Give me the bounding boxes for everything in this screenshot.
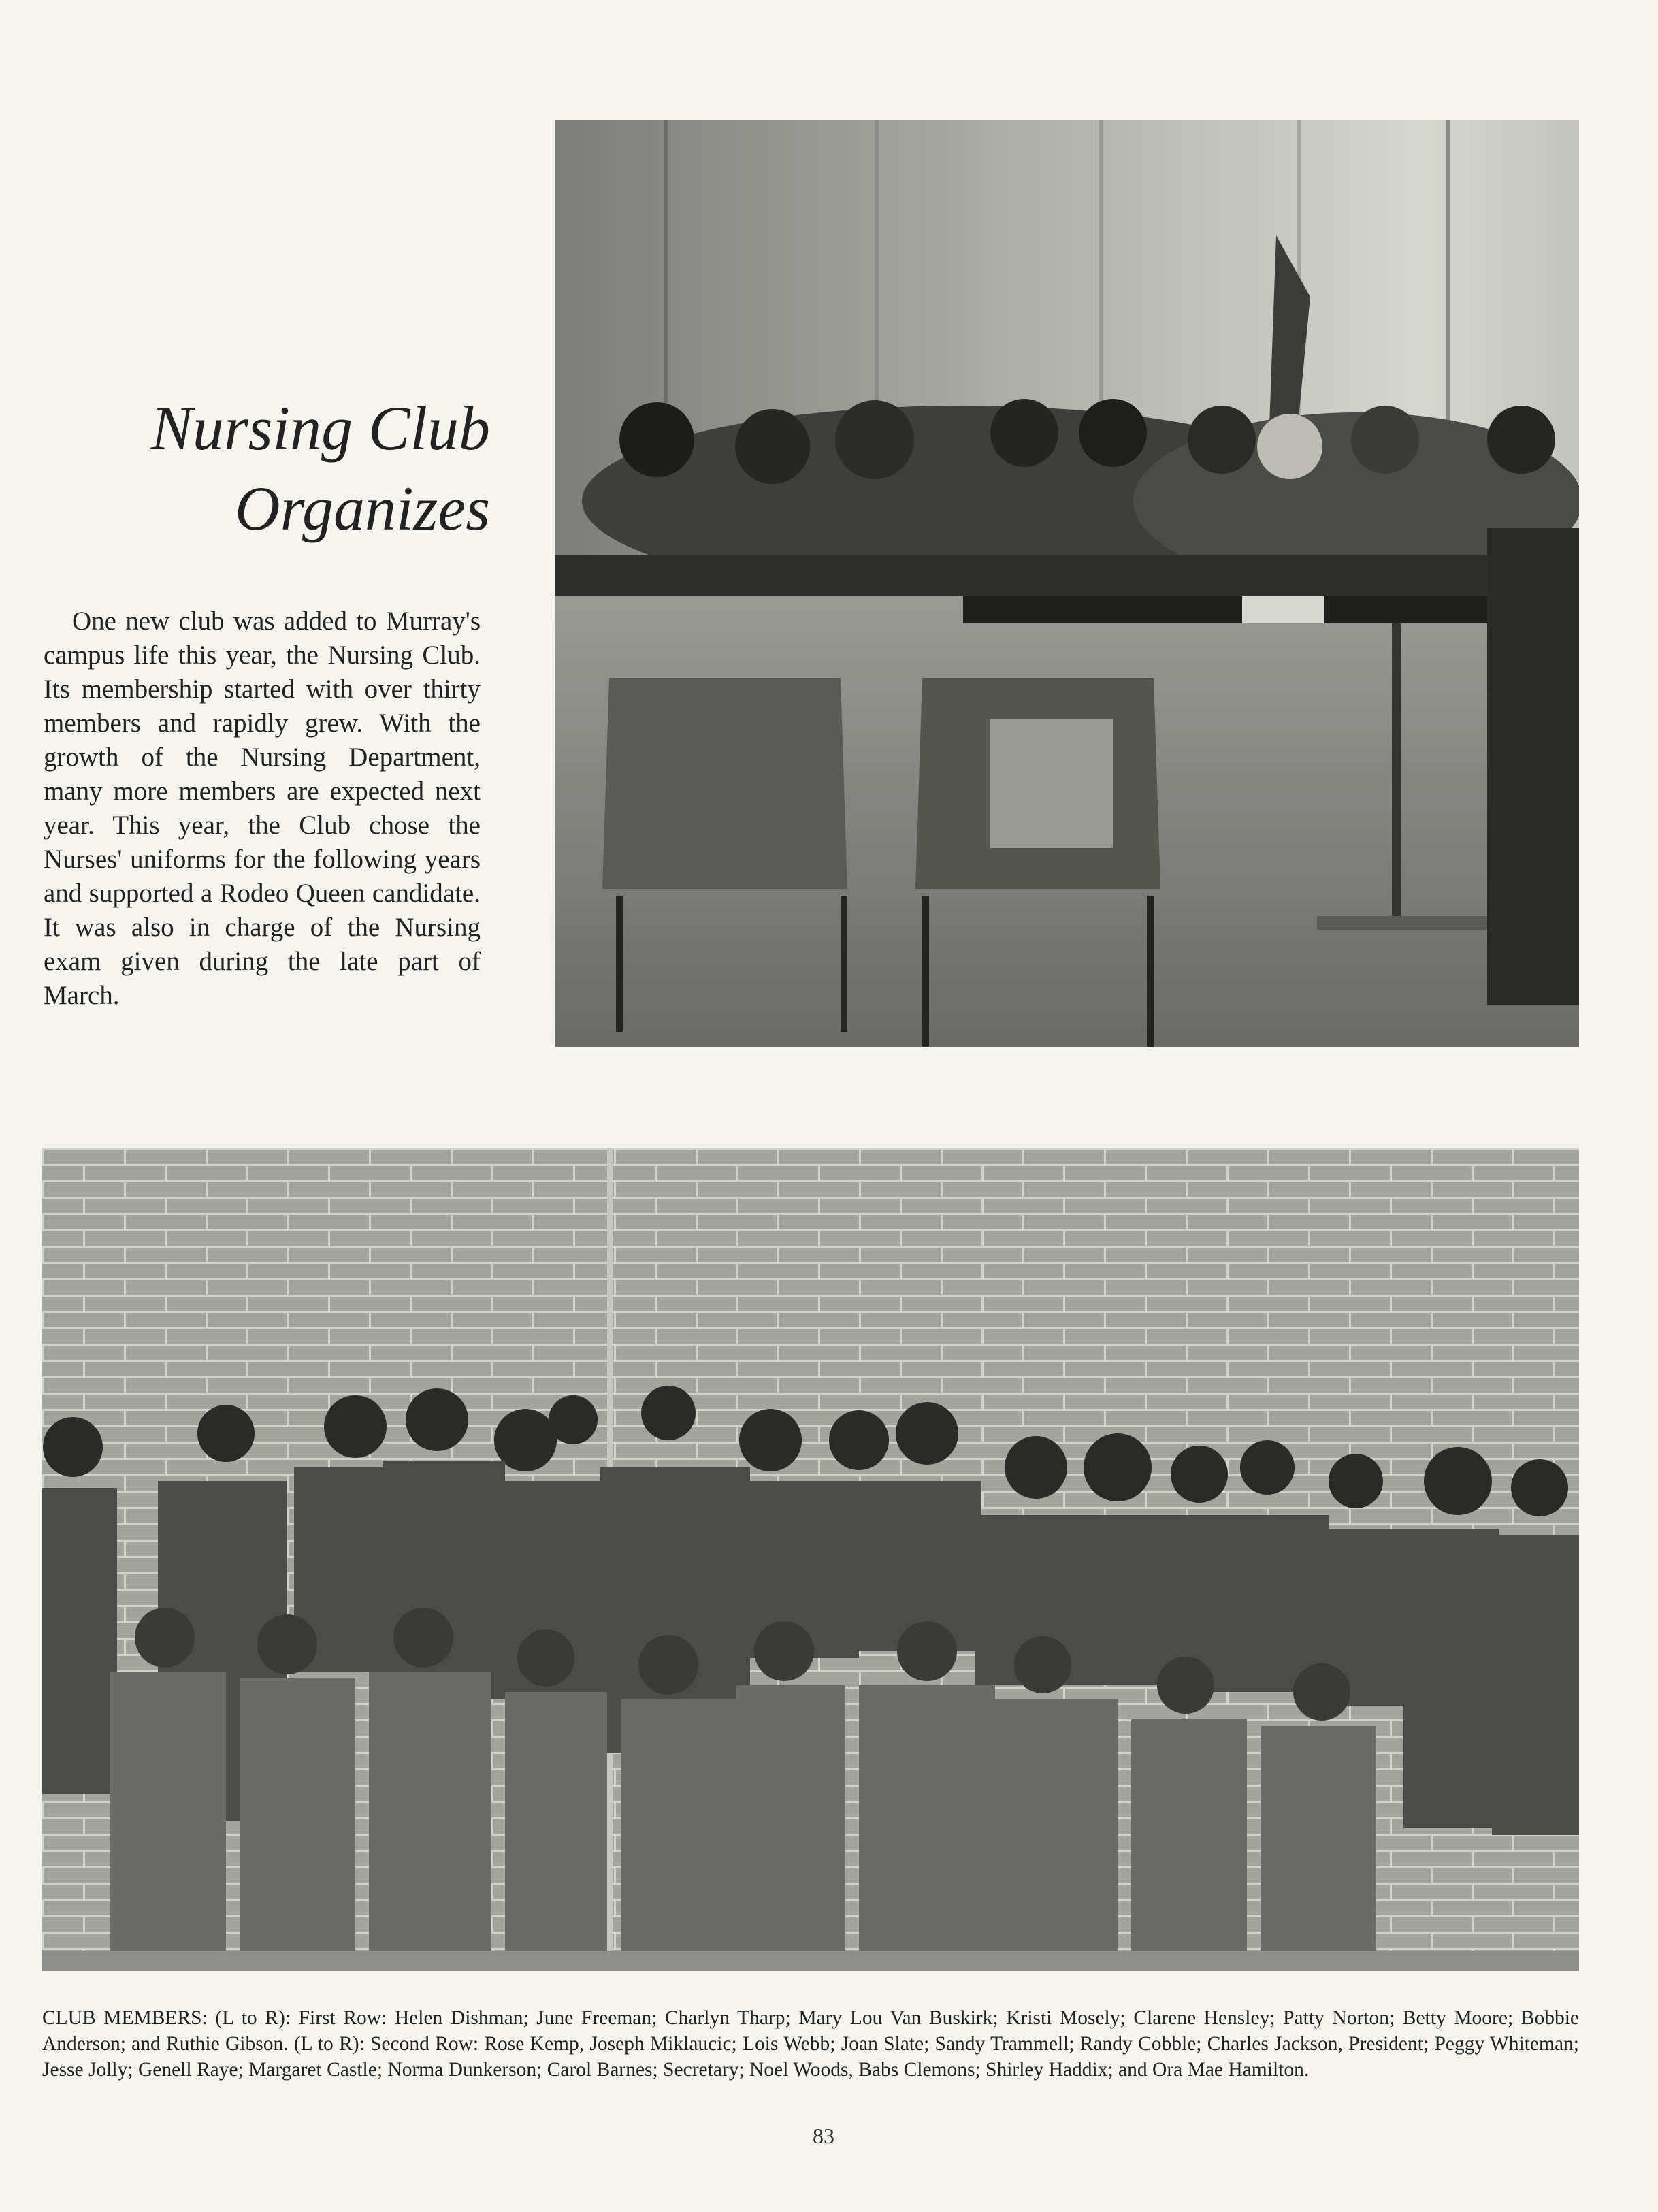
headline-line-1: Nursing Club: [150, 393, 490, 463]
article-body: One new club was added to Murray's campus life this year, the Nursing Club. Its membership started with over thirty members and rapidly grew. With the growth of the Nursing Department, many more members are expected next year. This year, the Club chose the Nurses' uniforms for the following years and supported a Rodeo Queen candidate. It was also in charge of the Nursing exam given during the late part of March.: [44, 606, 481, 1010]
meeting-photo: [555, 120, 1579, 1047]
headline-line-2: Organizes: [235, 474, 490, 543]
group-photo: [42, 1148, 1579, 1971]
headline: [41, 388, 490, 549]
page-number: 83: [813, 2124, 834, 2148]
photo-caption: CLUB MEMBERS: (L to R): First Row: Helen Dishman; June Freeman; Charlyn Tharp; Mary Lou Van Buskirk; Kristi Mosely; Clarene Hensley; Patty Norton; Betty Moore; Bobbie Anderson; and Ruthie Gibson. (L to R): Second Row: Rose Kemp, Joseph Miklaucic; Lois Webb; Joan Slate; Sandy Trammell; Randy Cobble; Charles Jackson, President; Peggy Whiteman; Jesse Jolly; Genell Raye; Margaret Castle; Norma Dunkerson; Carol Barnes; Secretary; Noel Woods, Babs Clemons; Shirley Haddix; and Ora Mae Hamilton.: [42, 2007, 1579, 2081]
